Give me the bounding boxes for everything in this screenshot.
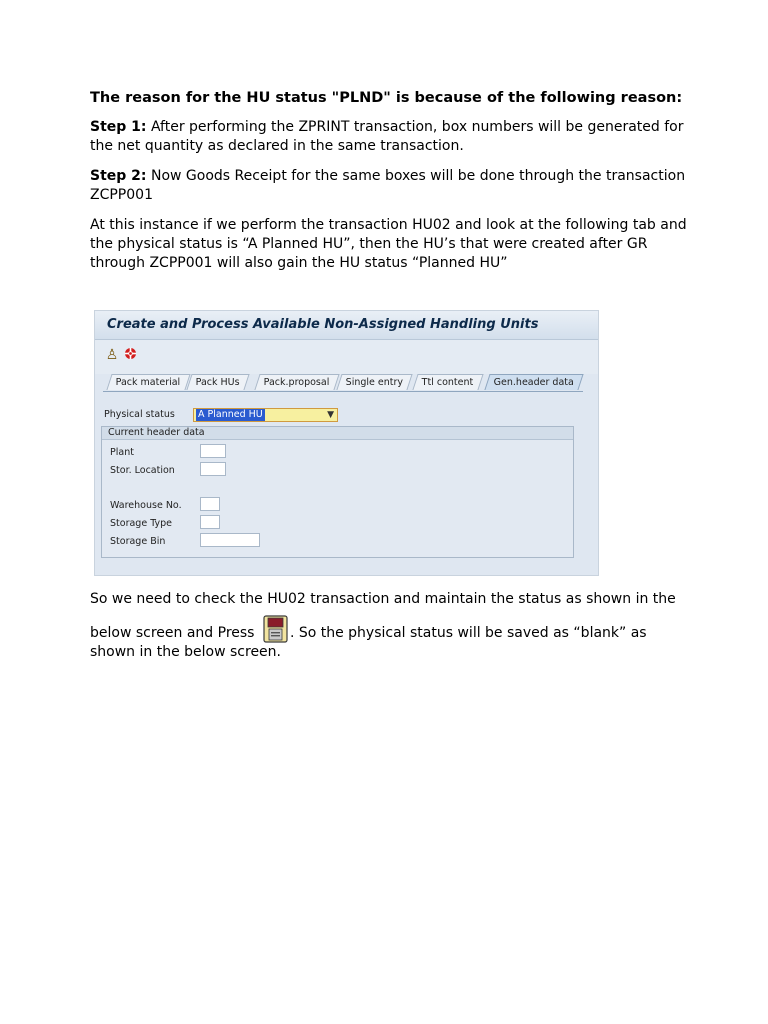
sap-toolbar [95, 340, 598, 374]
sap-tab-content [95, 393, 598, 575]
document-heading: The reason for the HU status "PLND" is because of the following reason: [90, 90, 683, 106]
sap-title-bar [95, 311, 598, 340]
document-body [90, 88, 690, 284]
storage-bin-field[interactable] [200, 533, 260, 547]
step-2-paragraph [90, 167, 690, 205]
warehouse-no-field[interactable] [200, 497, 220, 511]
storage-type-label: Storage Type [110, 518, 173, 529]
step-1-label: Step 1: [90, 119, 147, 135]
tab-label: Ttl content [421, 377, 474, 388]
step-1-text: After performing the ZPRINT transaction, box numbers will be generated for the net quantity as declared in the same transaction. [90, 119, 684, 154]
group-title: Current header data [108, 427, 205, 438]
plant-label: Plant [110, 447, 134, 458]
final-text-part-1: So we need to check the HU02 transaction and maintain the status as shown in the below screen and Press [90, 591, 676, 641]
stor-location-field[interactable] [200, 462, 226, 476]
sap-tab-strip [95, 374, 598, 392]
sap-screenshot [94, 310, 599, 576]
tab-label: Pack HUs [195, 377, 240, 388]
tab-single-entry[interactable] [336, 374, 413, 390]
storage-type-field[interactable] [200, 515, 220, 529]
step-1-paragraph [90, 118, 690, 156]
final-paragraph [90, 590, 690, 662]
tab-pack-material[interactable] [106, 374, 190, 390]
final-text-part-2: . So the physical status will be saved as “blank” as shown in the below screen. [90, 625, 647, 660]
tab-label: Pack.proposal [263, 377, 330, 388]
person-icon[interactable]: ♙ [105, 347, 119, 363]
chevron-down-icon[interactable]: ▼ [327, 410, 334, 420]
instance-paragraph: At this instance if we perform the transaction HU02 and look at the following tab and the physical status is “A Planned HU”, then the HU’s that were created after GR through ZCPP001 will also gain the HU status “Planned HU” [90, 217, 687, 271]
warehouse-no-label: Warehouse No. [110, 500, 182, 511]
stor-location-label: Stor. Location [110, 465, 175, 476]
sap-screen-title: Create and Process Available Non-Assigned Handling Units [107, 317, 539, 332]
step-2-text: Now Goods Receipt for the same boxes will be done through the transaction ZCPP001 [90, 168, 686, 203]
physical-status-label: Physical status [104, 409, 175, 420]
plant-field[interactable] [200, 444, 226, 458]
tab-gen-header-data[interactable] [484, 374, 583, 390]
current-header-data-group [101, 426, 574, 558]
tab-underline [103, 391, 583, 392]
step-2-label: Step 2: [90, 168, 147, 184]
tab-ttl-content[interactable] [412, 374, 483, 390]
storage-bin-label: Storage Bin [110, 536, 166, 547]
tab-label: Pack material [115, 377, 181, 388]
tab-pack-hus[interactable] [186, 374, 249, 390]
tab-label: Gen.header data [493, 377, 574, 388]
tab-label: Single entry [345, 377, 404, 388]
group-header [102, 427, 573, 440]
save-icon [263, 615, 288, 643]
tab-pack-proposal[interactable] [254, 374, 339, 390]
physical-status-dropdown[interactable] [193, 408, 338, 422]
physical-status-value: A Planned HU [198, 409, 263, 420]
lifebuoy-icon[interactable] [122, 347, 138, 363]
